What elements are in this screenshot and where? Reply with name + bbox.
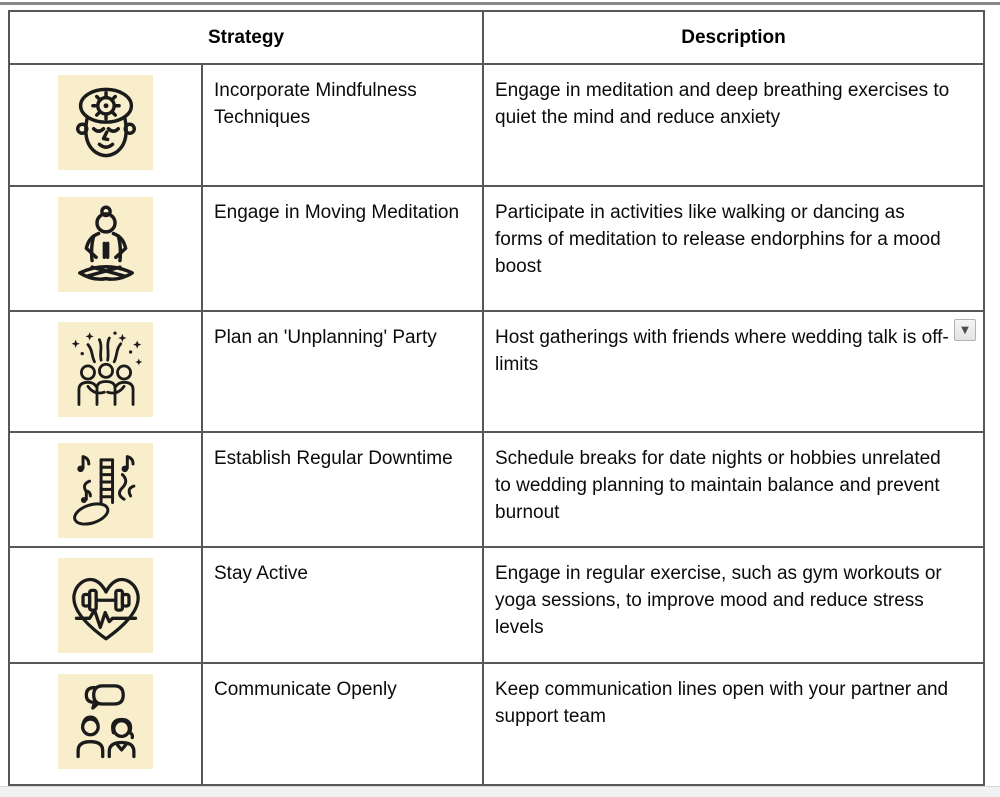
- icon-cell: [10, 65, 203, 185]
- table-header-row: [10, 12, 983, 65]
- description-cell: Schedule breaks for date nights or hobbies unrelated to wedding planning to maintain balance and prevent burnout: [495, 448, 941, 523]
- column-header-description: Description: [681, 26, 786, 48]
- description-cell: Participate in activities like walking or dancing as forms of meditation to release endorphins for a mood boost: [495, 202, 941, 277]
- description-cell: Engage in regular exercise, such as gym workouts or yoga sessions, to improve mood and reduce stress levels: [495, 563, 942, 638]
- table-options-dropdown-button[interactable]: [954, 319, 976, 341]
- top-divider-line: [0, 2, 1000, 5]
- icon-cell: [10, 548, 203, 662]
- column-header-strategy: Strategy: [10, 12, 484, 63]
- description-cell: Engage in meditation and deep breathing exercises to quiet the mind and reduce anxiety: [495, 80, 950, 128]
- icon-cell: [10, 187, 203, 310]
- table-row: [10, 548, 983, 664]
- mindfulness-head-gear-icon: [58, 75, 153, 170]
- icon-cell: [10, 433, 203, 546]
- strategy-cell: Establish Regular Downtime: [203, 433, 484, 546]
- table-row: [10, 65, 983, 187]
- strategy-cell: Plan an 'Unplanning' Party: [203, 312, 484, 431]
- heart-dumbbell-icon: [58, 558, 153, 653]
- meditation-lotus-icon: [58, 197, 153, 292]
- strategy-cell: Incorporate Mindfulness Techniques: [203, 65, 484, 185]
- icon-cell: [10, 664, 203, 784]
- chevron-down-icon: ▼: [961, 324, 969, 336]
- table-row: [10, 312, 983, 433]
- description-cell: [484, 312, 983, 431]
- description-cell: Keep communication lines open with your partner and support team: [495, 679, 949, 727]
- table-row: [10, 433, 983, 548]
- strategy-cell: Communicate Openly: [203, 664, 484, 784]
- strategy-table: [8, 10, 985, 786]
- strategy-cell: Stay Active: [203, 548, 484, 662]
- table-row: [10, 664, 983, 784]
- music-downtime-icon: [58, 443, 153, 538]
- table-row: [10, 187, 983, 312]
- party-celebration-icon: [58, 322, 153, 417]
- icon-cell: [10, 312, 203, 431]
- conversation-people-icon: [58, 674, 153, 769]
- strategy-cell: Engage in Moving Meditation: [203, 187, 484, 310]
- page-bottom-strip: [0, 786, 1000, 797]
- description-text: Host gatherings with friends where wedding talk is off-limits: [495, 327, 949, 375]
